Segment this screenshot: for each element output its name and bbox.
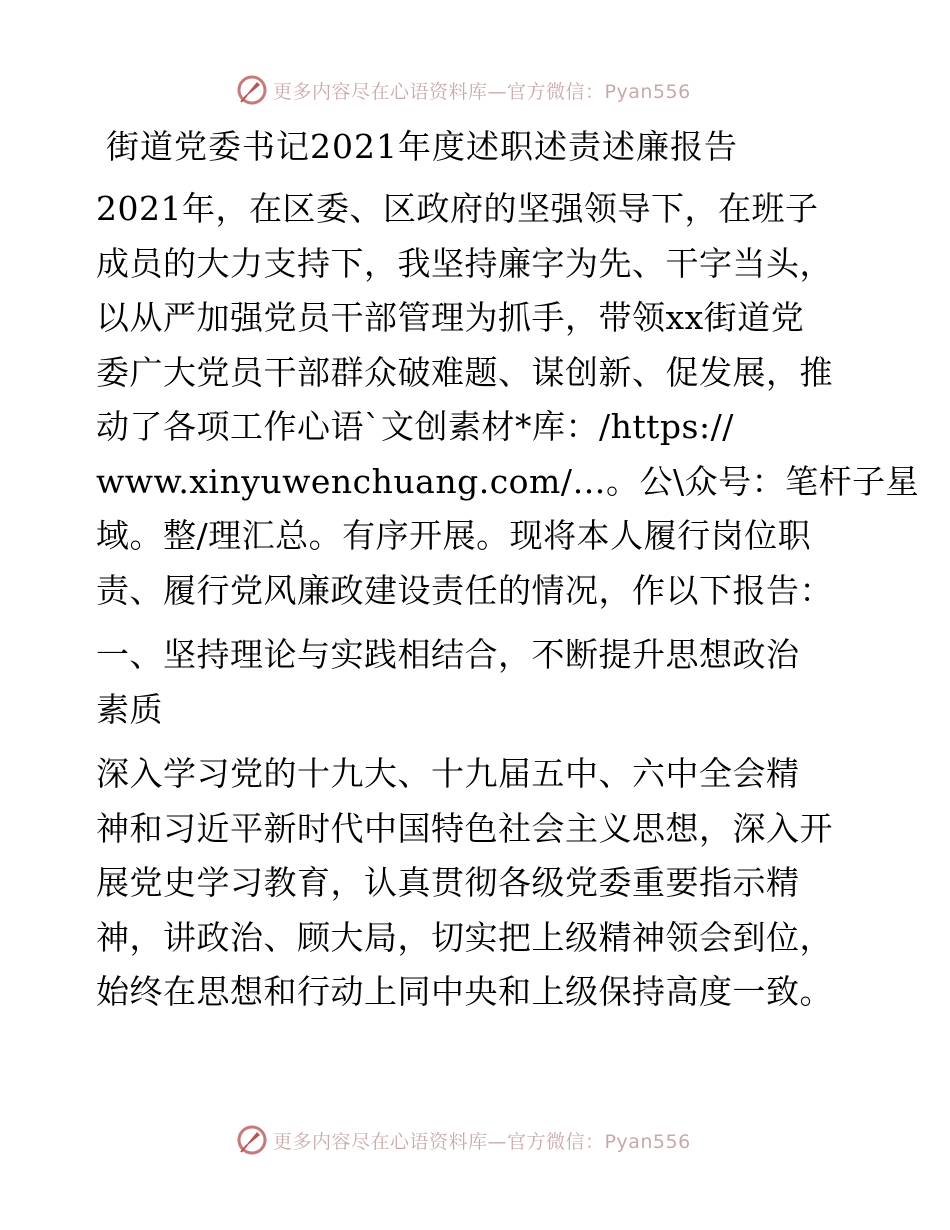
document-title: 街道党委书记2021年度述职述责述廉报告 <box>106 127 738 166</box>
text-line: www.xinyuwenchuang.com/…。公\众号：笔杆子星 <box>96 461 920 501</box>
text-line: 成员的大力支持下，我坚持廉字为先、干字当头， <box>96 243 833 283</box>
watermark-banner-top <box>235 72 691 108</box>
text-line: 2021年，在区委、区政府的坚强领导下，在班子 <box>96 189 819 228</box>
paragraph-intro <box>96 182 920 618</box>
watermark-text: 更多内容尽在心语资料库—官方微信：Pyan556 <box>273 80 691 103</box>
paragraph-section-1 <box>96 747 856 1020</box>
feather-pen-logo-icon <box>235 1123 269 1157</box>
section-heading-1 <box>96 628 856 737</box>
feather-pen-logo-icon <box>235 73 269 107</box>
document-body <box>96 122 920 1030</box>
text-line: 神和习近平新时代中国特色社会主义思想，深入开 <box>96 808 833 848</box>
text-line: 动了各项工作心语`文创素材*库：/https:// <box>96 407 734 446</box>
text-line: 神，讲政治、顾大局，切实把上级精神领会到位， <box>96 917 833 957</box>
text-line: 展党史学习教育，认真贯彻各级党委重要指示精 <box>96 863 800 902</box>
text-line: 责、履行党风廉政建设责任的情况，作以下报告： <box>96 570 833 610</box>
text-line: 以从严加强党员干部管理为抓手，带领xx街道党 <box>96 298 805 337</box>
watermark-text: 更多内容尽在心语资料库—官方微信：Pyan556 <box>273 1130 691 1153</box>
text-line: 素质 <box>96 689 163 729</box>
text-line: 始终在思想和行动上同中央和上级保持高度一致。 <box>96 972 833 1011</box>
text-line: 域。整/理汇总。有序开展。现将本人履行岗位职 <box>96 516 812 555</box>
text-line: 一、坚持理论与实践相结合，不断提升思想政治 <box>96 635 800 674</box>
watermark-banner-bottom <box>235 1122 691 1158</box>
text-line: 委广大党员干部群众破难题、谋创新、促发展，推 <box>96 352 833 392</box>
text-line: 深入学习党的十九大、十九届五中、六中全会精 <box>96 754 800 793</box>
